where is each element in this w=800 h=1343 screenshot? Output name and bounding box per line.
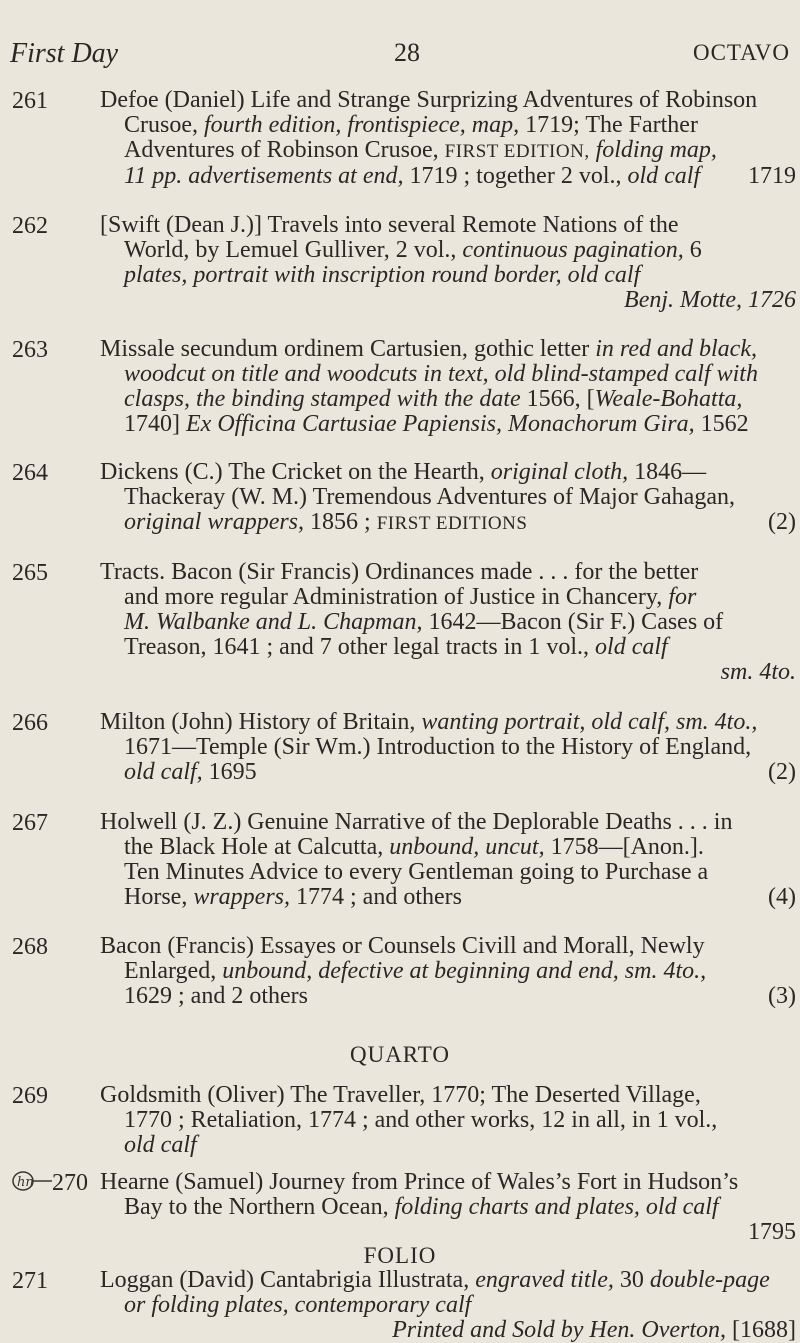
lot-description: Loggan (David) Cantabrigia Illustrata, engraved title, 30 double-page or folding plates, contemporary calf Printed and Sold by Hen. Overton, [1688] bbox=[100, 1267, 796, 1343]
lot-number: 262 bbox=[12, 213, 48, 239]
section-heading-quarto: QUARTO bbox=[349, 1042, 451, 1067]
lot-264 bbox=[12, 460, 796, 536]
lot-266 bbox=[12, 710, 796, 785]
lot-265 bbox=[12, 560, 796, 685]
lot-description: Bacon (Francis) Essayes or Counsels Civill and Morall, Newly Enlarged, unbound, defective at beginning and end, sm. 4to., 1629 ; and 2 others (3) bbox=[100, 933, 796, 1009]
lot-number: 264 bbox=[12, 460, 48, 486]
lot-description: Tracts. Bacon (Sir Francis) Ordinances made . . . for the better and more regular Administration of Justice in Chancery, for M. Walbanke and L. Chapman, 1642—Bacon (Sir F.) Cases of Treason, 1641 ; and 7 other legal tracts in 1 vol., old calf sm. 4to. bbox=[100, 559, 796, 685]
lot-number: 271 bbox=[12, 1268, 48, 1294]
svg-text:hn: hn bbox=[17, 1175, 34, 1190]
lot-description: Goldsmith (Oliver) The Traveller, 1770; The Deserted Village, 1770 ; Retaliation, 1774 ; and other works, 12 in all, in 1 vol., old calf bbox=[100, 1082, 718, 1158]
lot-description: [Swift (Dean J.)] Travels into several Remote Nations of the World, by Lemuel Gulliver, 2 vol., continuous pagination, 6 plates, portrait with inscription round border, old calf Benj. Motte, 1726 bbox=[100, 212, 796, 313]
lot-description: Dickens (C.) The Cricket on the Hearth, original cloth, 1846— Thackeray (W. M.) Tremendous Adventures of Major Gahagan, original wrappers, 1856 ; FIRST EDITIONS (2) bbox=[100, 459, 796, 535]
lot-263 bbox=[12, 337, 796, 437]
lot-number: 261 bbox=[12, 88, 48, 114]
lot-269 bbox=[12, 1083, 796, 1158]
lot-number: 263 bbox=[12, 337, 48, 363]
lot-number: 270 bbox=[52, 1170, 88, 1196]
lot-description: Hearne (Samuel) Journey from Prince of Wales’s Fort in Hudson’s Bay to the Northern Ocean, folding charts and plates, old calf 1795 bbox=[100, 1169, 796, 1245]
lot-description: Milton (John) History of Britain, wanting portrait, old calf, sm. 4to., 1671—Temple (Sir Wm.) Introduction to the History of England, old calf, 1695 (2) bbox=[100, 709, 796, 785]
lot-number: 265 bbox=[12, 560, 48, 586]
format-heading: OCTAVO bbox=[692, 40, 790, 65]
lot-270 bbox=[12, 1170, 796, 1245]
sale-day: First Day bbox=[10, 38, 119, 69]
lot-number: 268 bbox=[12, 934, 48, 960]
page-number: 28 bbox=[394, 38, 420, 67]
lot-262 bbox=[12, 213, 796, 313]
lot-268 bbox=[12, 934, 796, 1009]
lot-description: Holwell (J. Z.) Genuine Narrative of the Deplorable Deaths . . . in the Black Hole at Calcutta, unbound, uncut, 1758—[Anon.]. Ten Minutes Advice to every Gentleman going to Purchase a Horse, wrappers, 1774 ; and others (4) bbox=[100, 809, 796, 910]
lot-description: Defoe (Daniel) Life and Strange Surprizing Adventures of Robinson Crusoe, fourth edition, frontispiece, map, 1719; The Farther Adventures of Robinson Crusoe, FIRST EDITION, folding map, 11 pp. advertisements at end, 1719 ; together 2 vol., old calf 1719 bbox=[100, 87, 796, 189]
page-header bbox=[10, 38, 790, 78]
lot-number: 266 bbox=[12, 710, 48, 736]
lot-271 bbox=[12, 1267, 796, 1343]
lot-261 bbox=[12, 88, 796, 189]
lot-267 bbox=[12, 810, 796, 910]
lot-number: 269 bbox=[12, 1083, 48, 1109]
lot-description: Missale secundum ordinem Cartusien, gothic letter in red and black, woodcut on title and woodcuts in text, old blind-stamped calf with clasps, the binding stamped with the date 1566, [Weale-Bohatta, 1740] Ex Officina Cartusiae Papiensis, Monachorum Gira, 1562 bbox=[100, 336, 758, 437]
section-heading-folio: FOLIO bbox=[363, 1243, 437, 1268]
lot-number: 267 bbox=[12, 810, 48, 836]
